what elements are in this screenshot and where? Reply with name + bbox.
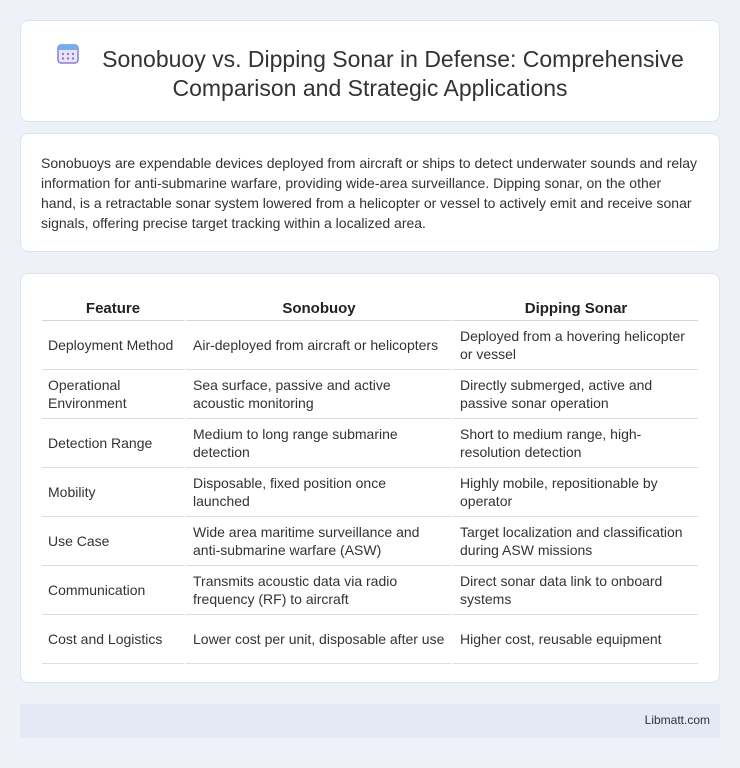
table-header-row [42,294,698,321]
intro-card [20,133,720,252]
table-cell: Deployed from a hovering helicopter or vessel [451,321,698,370]
table-cell: Detection Range [42,419,184,468]
table-cell: Use Case [42,517,184,566]
table-row [42,468,698,517]
title-line-2: Comparison and Strategic Applications [172,75,568,101]
table-cell: Medium to long range submarine detection [184,419,451,468]
table-cell: Transmits acoustic data via radio frequency (RF) to aircraft [184,566,451,615]
column-header: Sonobuoy [184,294,451,321]
table-cell: Cost and Logistics [42,615,184,664]
title-card [20,20,720,122]
footer-bar [20,704,720,738]
table-row [42,321,698,370]
table-cell: Directly submerged, active and passive sonar operation [451,370,698,419]
comparison-table [42,294,698,664]
table-cell: Communication [42,566,184,615]
table-cell: Target localization and classification during ASW missions [451,517,698,566]
table-cell: Sea surface, passive and active acoustic monitoring [184,370,451,419]
calendar-icon [56,41,80,65]
table-row [42,370,698,419]
footer-brand-link[interactable]: Libmatt.com [644,713,710,727]
page-title [21,45,719,103]
title-line-1: Sonobuoy vs. Dipping Sonar in Defense: Comprehensive [102,46,684,72]
table-cell: Higher cost, reusable equipment [451,615,698,664]
table-cell: Short to medium range, high-resolution detection [451,419,698,468]
column-header: Feature [42,294,184,321]
table-cell: Highly mobile, repositionable by operator [451,468,698,517]
table-cell: Operational Environment [42,370,184,419]
table-cell: Air-deployed from aircraft or helicopters [184,321,451,370]
column-header: Dipping Sonar [451,294,698,321]
table-row [42,419,698,468]
intro-paragraph: Sonobuoys are expendable devices deployed from aircraft or ships to detect underwater sounds and relay information for anti-submarine warfare, providing wide-area surveillance. Dipping sonar, on the other hand, is a retractable sonar system lowered from a helicopter or vessel to actively emit and receive sonar signals, offering precise target tracking within a localized area. [41,155,698,231]
table-cell: Disposable, fixed position once launched [184,468,451,517]
table-cell: Direct sonar data link to onboard systems [451,566,698,615]
table-row [42,615,698,664]
comparison-table-card [20,273,720,683]
table-cell: Mobility [42,468,184,517]
table-cell: Wide area maritime surveillance and anti-submarine warfare (ASW) [184,517,451,566]
table-row [42,566,698,615]
table-row [42,517,698,566]
table-cell: Lower cost per unit, disposable after use [184,615,451,664]
table-cell: Deployment Method [42,321,184,370]
